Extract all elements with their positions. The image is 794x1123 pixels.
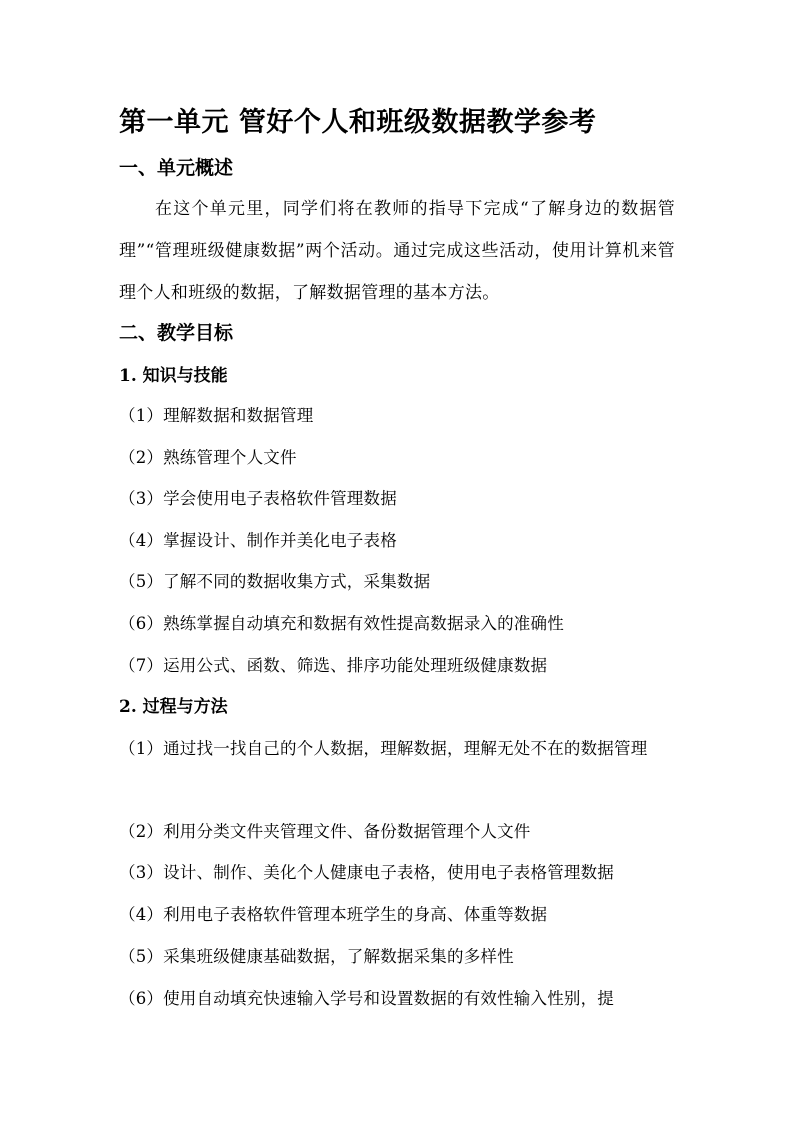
list-item: （6）熟练掌握自动填充和数据有效性提高数据录入的准确性 <box>119 614 564 633</box>
document-title: 第一单元 管好个人和班级数据教学参考 <box>119 107 597 138</box>
list-item: （7）运用公式、函数、筛选、排序功能处理班级健康数据 <box>119 656 548 675</box>
list-item: （4）掌握设计、制作并美化电子表格 <box>119 531 397 550</box>
subheading-process-methods: 2. 过程与方法 <box>119 697 228 717</box>
list-item: （2）利用分类文件夹管理文件、备份数据管理个人文件 <box>119 822 531 841</box>
list-item: （2）熟练管理个人文件 <box>119 448 297 467</box>
list-item: （1）理解数据和数据管理 <box>119 406 314 425</box>
section-heading-overview: 一、单元概述 <box>119 157 234 179</box>
list-item: （3）设计、制作、美化个人健康电子表格，使用电子表格管理数据 <box>119 863 614 882</box>
list-item: （6）使用自动填充快速输入学号和设置数据的有效性输入性别，提 <box>119 989 614 1008</box>
list-item: （5）了解不同的数据收集方式，采集数据 <box>119 572 431 591</box>
list-item: （1）通过找一找自己的个人数据，理解数据，理解无处不在的数据管理 <box>119 739 648 758</box>
overview-paragraph: 在这个单元里，同学们将在教师的指导下完成“了解身边的数据管理”“管理班级健康数据”两个活动。通过完成这些活动，使用计算机来管理个人和班级的数据，了解数据管理的基本方法。 <box>119 199 675 303</box>
list-item: （3）学会使用电子表格软件管理数据 <box>119 489 397 508</box>
list-item: （4）利用电子表格软件管理本班学生的身高、体重等数据 <box>119 905 548 924</box>
list-item: （5）采集班级健康基础数据，了解数据采集的多样性 <box>119 947 514 966</box>
subheading-knowledge-skills: 1. 知识与技能 <box>119 366 228 386</box>
section-heading-goals: 二、教学目标 <box>119 322 234 344</box>
